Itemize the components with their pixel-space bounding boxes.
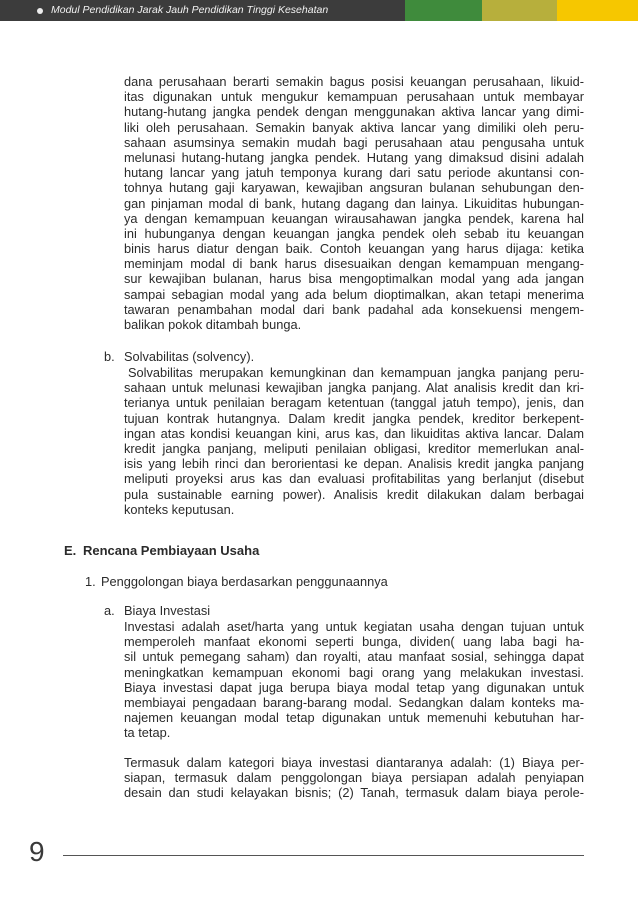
text-line: Biaya investasi dapat juga berupa biaya modal tetap yang digunakan untuk — [124, 679, 584, 695]
list-marker-a: a. — [104, 603, 115, 618]
text-line: meliputi proyeksi arus kas dan evaluasi profitabilitas yang berlanjut (disebut — [124, 471, 584, 487]
section-marker-e: E. — [64, 543, 77, 558]
header-segment-yellow — [557, 0, 638, 21]
text-line: meningkatkan kemampuan ekonomi bagi orang yang melakukan investasi. — [124, 664, 584, 680]
text-line: pula sustainable earning power). Analisis kredit dilakukan dalam berbagai — [124, 486, 584, 502]
text-line: hutang lancar yang jatuh temponya kurang dari satu periode akuntansi con- — [124, 165, 584, 181]
list-marker-b: b. — [104, 349, 115, 364]
page-number: 9 — [29, 836, 45, 867]
text-line: najemen keuangan modal tetap digunakan untuk memenuhi kebutuhan har- — [124, 710, 584, 726]
text-line: Investasi adalah aset/harta yang untuk kegiatan usaha dengan tujuan untuk — [124, 619, 584, 634]
text-line: meminjam modal di bank harus disesuaikan dengan kemampuan mengang- — [124, 256, 584, 272]
header-title: Modul Pendidikan Jarak Jauh Pendidikan Tinggi Kesehatan — [51, 4, 329, 16]
text-line: ini hubunganya dengan keuangan jangka pendek oleh sebab itu keuangan — [124, 225, 584, 241]
text-line: balikan pokok ditambah bunga. — [124, 317, 302, 332]
section-heading: Rencana Pembiayaan Usaha — [83, 543, 260, 558]
list-marker-1: 1. — [85, 574, 96, 589]
text-line: sampai sebagian modal yang ada belum dioptimalkan, akan tetapi menerima — [124, 286, 584, 302]
text-line: desain dan studi kelayakan bisnis; (2) Tanah, termasuk dalam biaya perole- — [124, 785, 584, 801]
text-line: Termasuk dalam kategori biaya investasi diantaranya adalah: (1) Biaya per- — [124, 755, 584, 770]
footer-rule — [63, 855, 584, 856]
text-line: ingan atas kondisi keuangan kini, arus kas, dan likuiditas aktiva lancar. Dalam — [124, 425, 584, 441]
body-paragraph-solvabilitas — [124, 365, 584, 517]
text-line: dana perusahaan berarti semakin bagus posisi keuangan perusahaan, likuid- — [124, 74, 584, 89]
text-line: ta tetap. — [124, 725, 171, 741]
text-line: siapan, termasuk dalam penggolongan biaya persiapan adalah penyiapan — [124, 770, 584, 786]
text-line: sur kewajiban bulanan, harus bisa mengoptimalkan modal yang ada jangan — [124, 271, 584, 287]
text-line: kredit jangka panjang, meliputi penilaian obligasi, kreditor memerlukan anal- — [124, 440, 584, 456]
header-segment-olive — [482, 0, 557, 21]
text-line: liki oleh perusahaan. Semakin banyak aktiva lancar yang dimiliki oleh peru- — [124, 119, 584, 135]
text-line: isis yang lebih rinci dan berorientasi ke depan. Analisis kredit jangka panjang — [124, 456, 584, 472]
item-title-solvabilitas: Solvabilitas (solvency). — [124, 349, 255, 364]
text-line: tujuan kontrak hutangnya. Dalam kredit jangka pendek, kreditor berkepent- — [124, 410, 584, 426]
text-line: sahaan untuk melunasi kewajiban jangka panjang. Alat analisis kredit dan kri- — [124, 380, 584, 396]
text-line: hutang-hutang jangka pendek dengan menggunakan aktiva lancar yang dimi- — [124, 104, 584, 120]
bullet-icon — [37, 8, 43, 14]
text-line: Solvabilitas merupakan kemungkinan dan kemampuan jangka panjang peru- — [128, 365, 584, 380]
header-bar — [0, 0, 638, 21]
item-title-biaya-investasi: Biaya Investasi — [124, 603, 211, 618]
header-segment-green — [405, 0, 482, 21]
text-line: konteks keputusan. — [124, 501, 235, 517]
text-line: tohnya hutang gaji karyawan, kewajiban angsuran bulanan sehubungan den- — [124, 180, 584, 196]
text-line: memperoleh manfaat ekonomi seperti bunga, dividen( uang laba bagi ha- — [124, 634, 584, 650]
body-paragraph-investasi-2 — [124, 755, 584, 801]
text-line: binis harus diatur dengan baik. Contoh keuangan yang harus dijaga: ketika — [124, 241, 584, 257]
text-line: gan pinjaman modal di bank, hutang dagang dan lainya. Likuiditas hubungan- — [124, 195, 584, 211]
text-line: melunasi hutang-hutang jangka pendek. Hutang yang dimaksud disini adalah — [124, 149, 584, 165]
text-line: itas digunakan untuk mengukur kemampuan perusahaan untuk membayar — [124, 89, 584, 105]
item-title-penggolongan: Penggolongan biaya berdasarkan penggunaannya — [101, 574, 388, 589]
text-line: terianya untuk penilaian beragam ketentuan (tanggal jatuh tempo), jenis, dan — [124, 395, 584, 411]
text-line: sahaan asumsinya semakin mudah bagi perusahaan atau pengusaha untuk — [124, 134, 584, 150]
text-line: ya dengan kemampuan keuangan wirausahawan jangka pendek, karena hal — [124, 210, 584, 226]
text-line: sil untuk pemegang saham) dan royalti, atau manfaat sosial, sehingga dapat — [124, 649, 584, 665]
text-line: tawaran penambahan modal dari bank padahal ada konsekuensi mengem- — [124, 301, 584, 317]
body-paragraph-intro — [124, 74, 584, 332]
text-line: membiayai pengadaan barang-barang modal. Sedangkan dalam konteks ma- — [124, 694, 584, 710]
body-paragraph-investasi-1 — [124, 619, 584, 741]
